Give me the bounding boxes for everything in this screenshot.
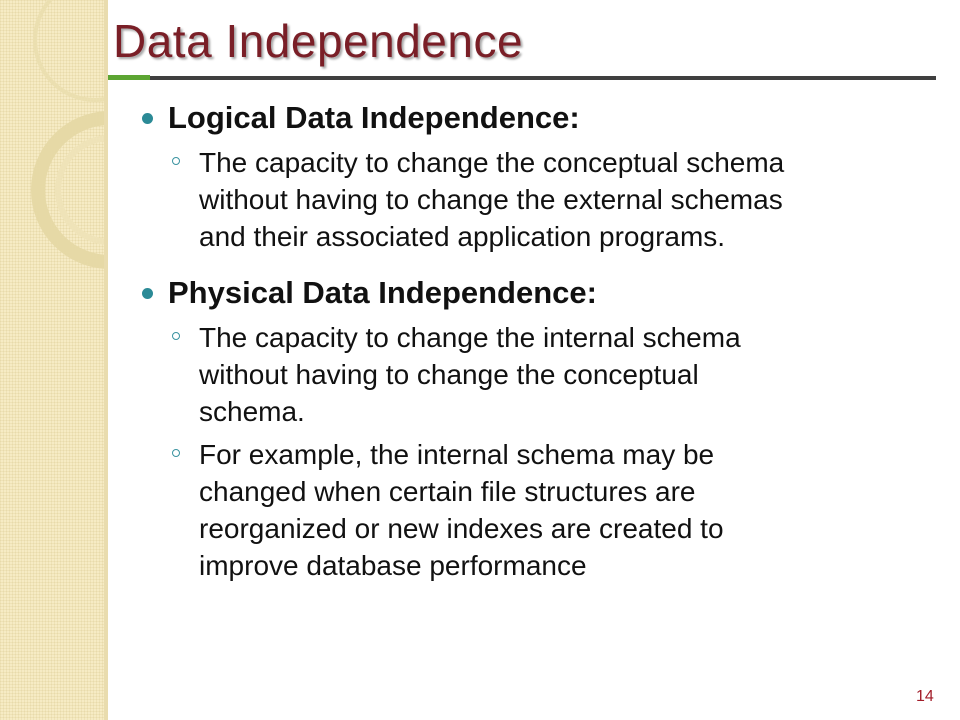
sub-bullet-line: The capacity to change the conceptual schema: [199, 147, 785, 178]
section-heading: Physical Data Independence:: [168, 275, 597, 310]
bullet-dot-icon: [142, 113, 153, 124]
sub-bullet-physical-definition: [142, 319, 922, 430]
bullet-physical-data-independence: [142, 273, 922, 313]
bullet-dot-icon: [142, 288, 153, 299]
slide-title: Data Independence: [113, 15, 524, 67]
sub-bullet-line: reorganized or new indexes are created to: [199, 513, 724, 544]
ring-bullet-icon: [172, 157, 180, 165]
title-underline-accent: [108, 75, 150, 80]
sub-bullet-line: improve database performance: [199, 550, 587, 581]
sub-bullet-physical-example: [142, 436, 922, 584]
sub-bullet-line: For example, the internal schema may be: [199, 439, 715, 470]
ring-bullet-icon: [172, 332, 180, 340]
sub-bullet-line: and their associated application programs.: [199, 221, 726, 252]
side-panel-border: [104, 0, 108, 720]
sub-bullet-line: without having to change the external schemas: [199, 184, 783, 215]
page-number: 14: [916, 688, 934, 705]
sub-bullet-logical-definition: [142, 144, 922, 255]
decorative-side-panel: [0, 0, 104, 720]
section-heading: Logical Data Independence:: [168, 100, 580, 135]
sub-bullet-line: schema.: [199, 396, 305, 427]
sub-bullet-line: changed when certain file structures are: [199, 476, 696, 507]
title-underline: [148, 76, 936, 80]
bullet-logical-data-independence: [142, 98, 922, 138]
slide-body: [142, 92, 922, 584]
sub-bullet-line: without having to change the conceptual: [199, 359, 699, 390]
sub-bullet-line: The capacity to change the internal schema: [199, 322, 741, 353]
decorative-rings-icon: [0, 0, 104, 720]
ring-bullet-icon: [172, 449, 180, 457]
